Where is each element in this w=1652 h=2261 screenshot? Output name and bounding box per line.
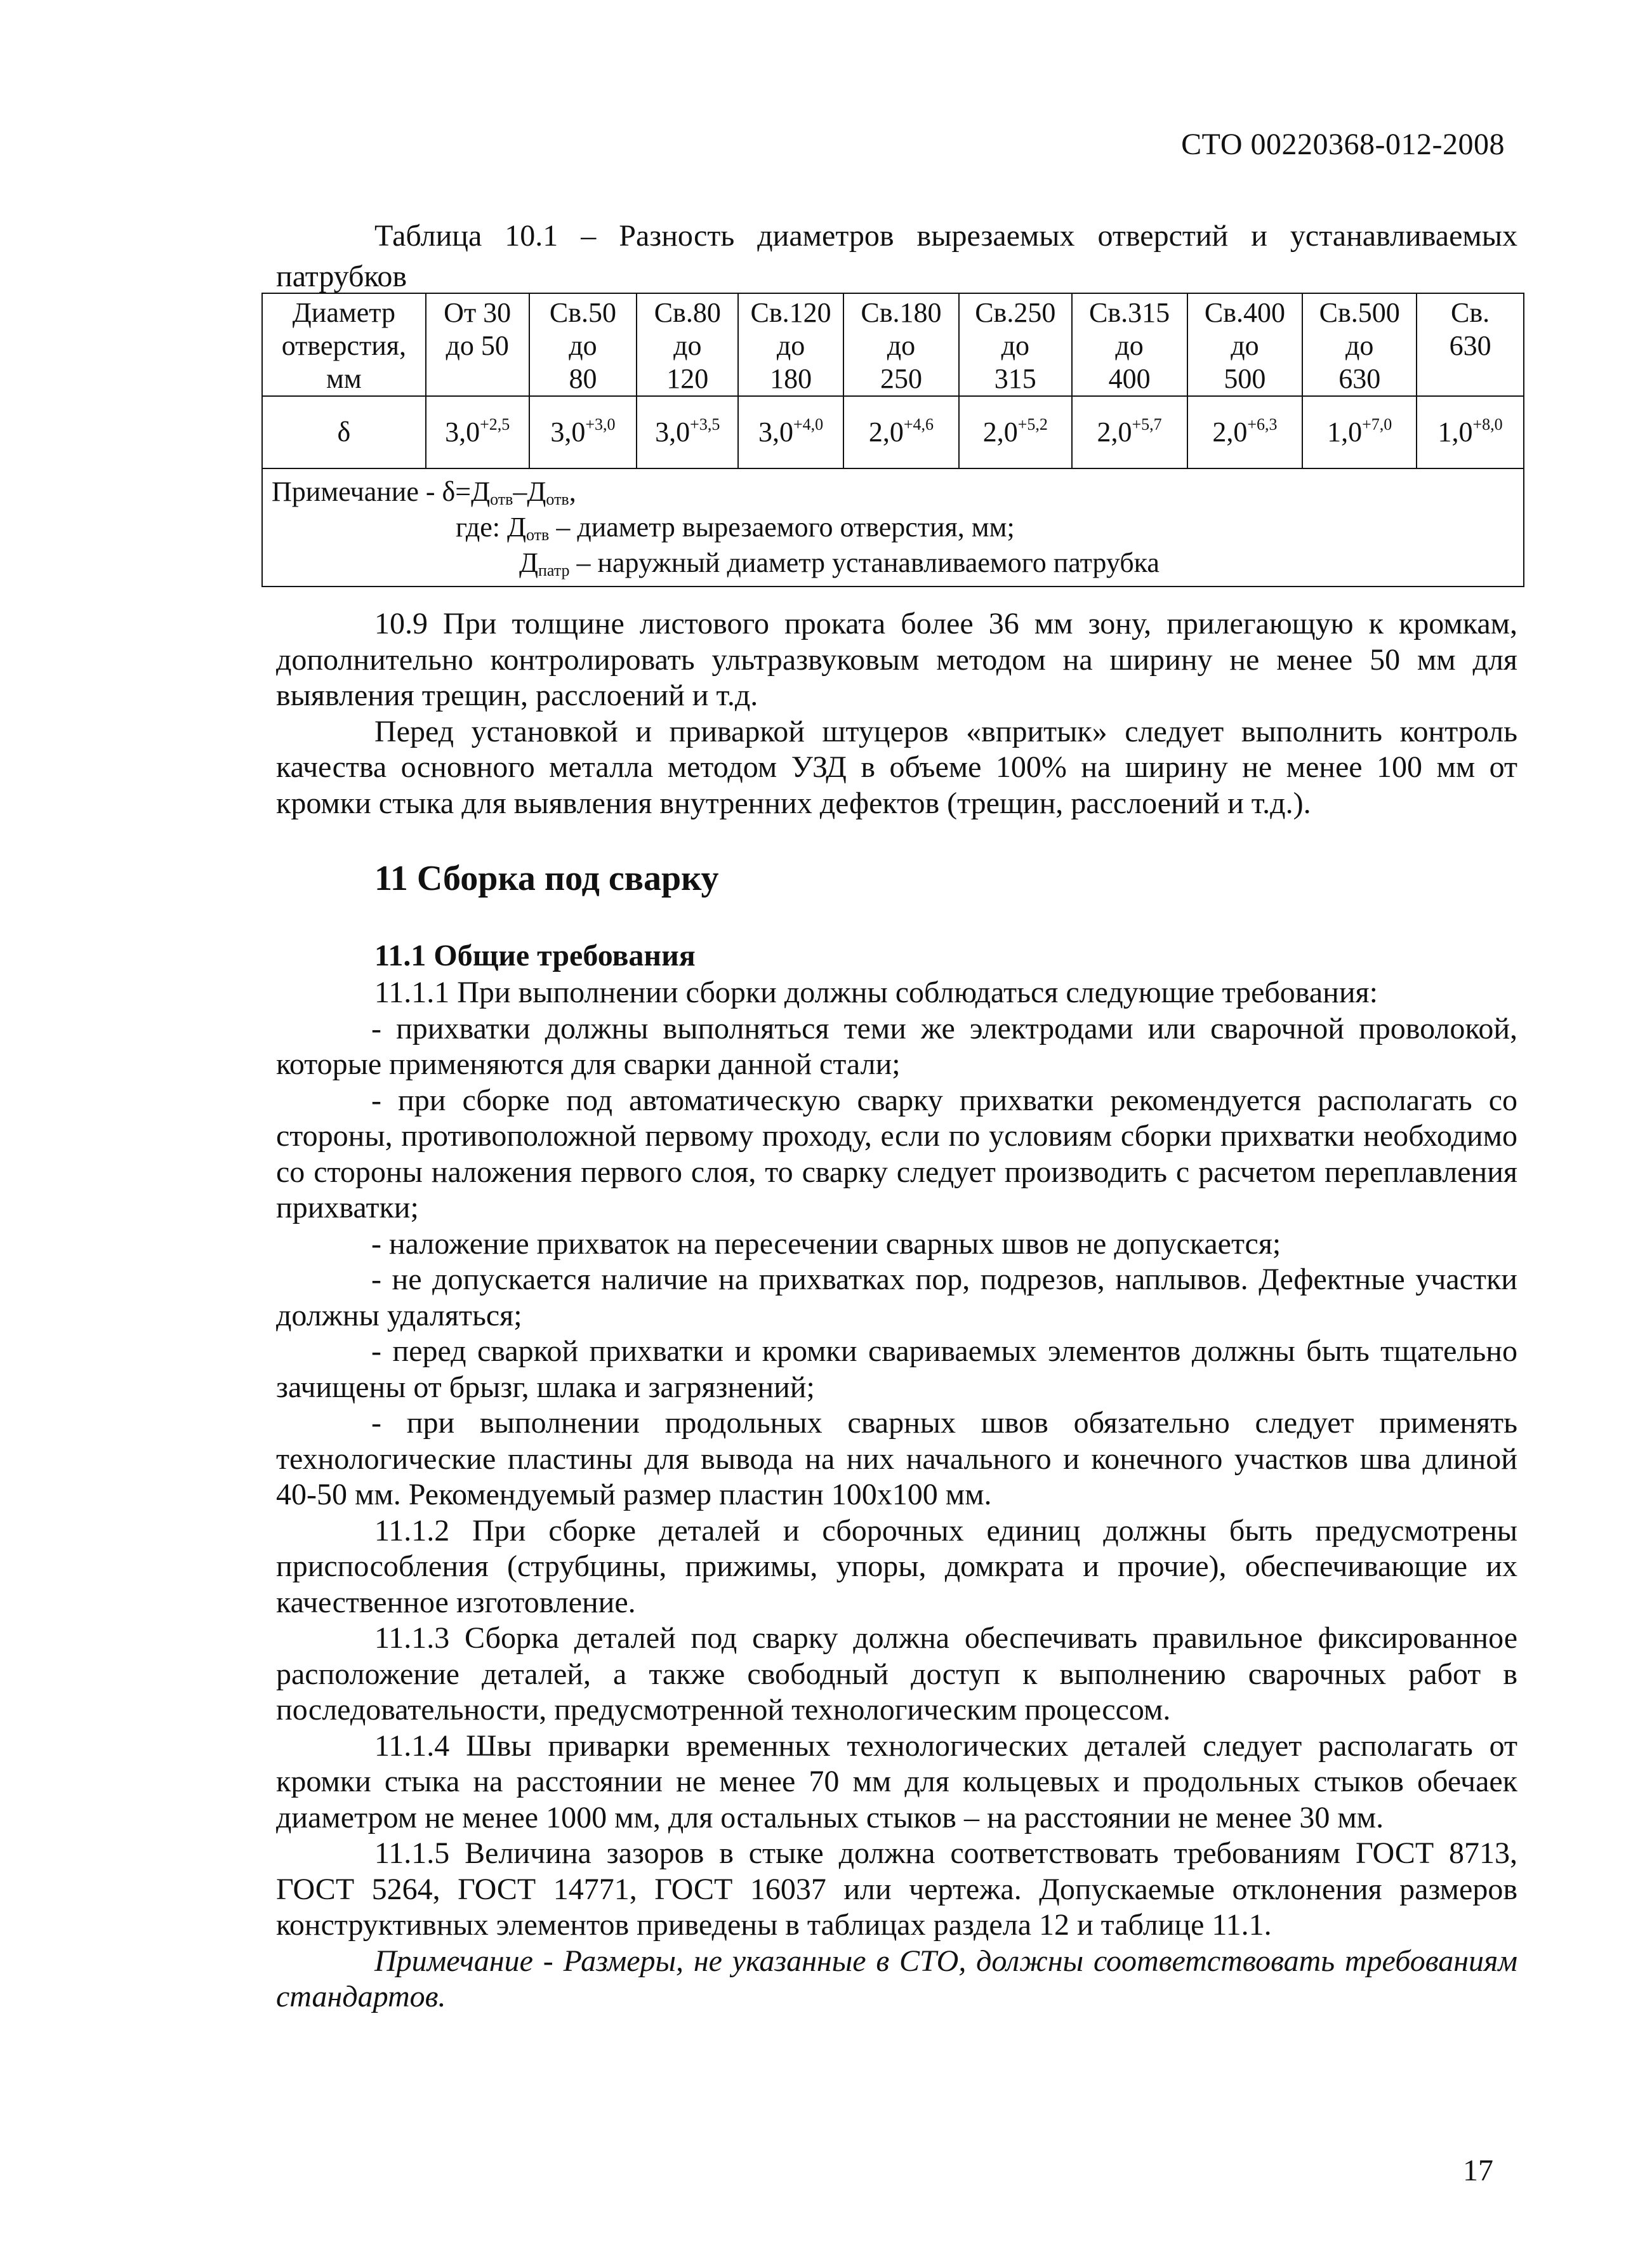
range-header-cell	[1072, 293, 1187, 396]
range-line: Св.	[1451, 297, 1490, 328]
delta-tolerance: +2,5	[480, 415, 510, 434]
table-note-row	[262, 468, 1524, 587]
range-header-cell	[959, 293, 1072, 396]
range-header-cell	[1417, 293, 1524, 396]
table-note-line2	[272, 510, 1514, 545]
subsection-title: 11.1 Общие требования	[374, 939, 696, 972]
delta-value-cell	[426, 396, 529, 468]
note-text: Д	[519, 547, 539, 578]
delta-tolerance: +7,0	[1362, 415, 1392, 434]
delta-base: 1,0	[1437, 416, 1473, 448]
range-line: 180	[770, 363, 812, 394]
range-line: до	[1231, 330, 1259, 361]
delta-value-cell	[637, 396, 738, 468]
note-text: – наружный диаметр устанавливаемого патрубка	[569, 547, 1160, 578]
range-line: 630	[1449, 330, 1491, 361]
range-header-cell	[1187, 293, 1303, 396]
range-line: до	[673, 330, 702, 361]
table-header-row	[262, 293, 1524, 396]
row-header-line: Диаметр	[292, 297, 395, 328]
delta-tolerance: +3,5	[690, 415, 720, 434]
note-text: где: Д	[456, 512, 527, 543]
delta-value-cell	[1187, 396, 1303, 468]
range-header-cell	[637, 293, 738, 396]
note-text: ,	[569, 476, 576, 507]
range-line: 315	[994, 363, 1036, 394]
delta-value-cell	[1072, 396, 1187, 468]
delta-value-cell	[738, 396, 843, 468]
paragraph: 11.1.5 Величина зазоров в стыке должна соответствовать требованиям ГОСТ 8713, ГОСТ 5264, ГОСТ 14771, ГОСТ 16037 или чертежа. Допускаемые отклонения размеров конструктивных элементов приведены в таблицах раздела 12 и таблице 11.1.	[276, 1836, 1517, 1942]
row-header-cell	[262, 293, 426, 396]
delta-value-cell	[529, 396, 637, 468]
range-line: 630	[1338, 363, 1381, 394]
paragraph: 10.9 При толщине листового проката более 36 мм зону, прилегающую к кромкам, дополнительно контролировать ультразвуковым методом на ширину не менее 50 мм для выявления трещин, расслоений и т.д.	[276, 607, 1517, 712]
delta-value-cell	[843, 396, 959, 468]
range-line: 120	[666, 363, 709, 394]
delta-tolerance: +5,2	[1017, 415, 1048, 434]
delta-base: 3,0	[758, 416, 794, 448]
note-subscript: отв	[546, 490, 569, 508]
range-line: до	[1345, 330, 1374, 361]
note-text: – диаметр вырезаемого отверстия, мм;	[549, 512, 1015, 543]
requirement-item: - при сборке под автоматическую сварку прихватки рекомендуется располагать со стороны, противоположной первому проходу, если по условиям сборки прихватки необходимо со стороны наложения первого слоя, то сварку следует производить с расчетом переплавления прихватки;	[276, 1083, 1517, 1224]
range-line: до	[569, 330, 597, 361]
range-line: Св.180	[861, 297, 942, 328]
requirement-item: - наложение прихваток на пересечении сварных швов не допускается;	[371, 1226, 1281, 1261]
delta-base: 3,0	[655, 416, 691, 448]
range-line: Св.50	[549, 297, 617, 328]
table-note-line1	[272, 474, 1514, 510]
requirement-item: - при выполнении продольных сварных швов обязательно следует применять технологические пластины для вывода на них начального и конечного участков шва длиной 40-50 мм. Рекомендуемый размер пластин 100х100 мм.	[276, 1406, 1517, 1511]
delta-base: 2,0	[868, 416, 904, 448]
delta-tolerance: +4,0	[793, 415, 824, 434]
note-text: –Д	[513, 476, 546, 507]
paragraph: Перед установкой и приваркой штуцеров «впритык» следует выполнить контроль качества основного металла методом УЗД в объеме 100% на ширину не менее 100 мм от кромки стыка для выявления внутренних дефектов (трещин, расслоений и т.д.).	[276, 714, 1517, 820]
delta-tolerance: +6,3	[1247, 415, 1278, 434]
delta-label-cell: δ	[262, 396, 426, 468]
range-line: Св.120	[750, 297, 831, 328]
note-subscript: патр	[538, 561, 570, 580]
delta-value-cell	[1302, 396, 1417, 468]
delta-tolerance: +3,0	[585, 415, 616, 434]
delta-value-cell	[1417, 396, 1524, 468]
range-line: до 50	[446, 330, 509, 361]
delta-base: 3,0	[550, 416, 586, 448]
delta-tolerance: +8,0	[1472, 415, 1503, 434]
range-header-cell	[843, 293, 959, 396]
note-subscript: отв	[490, 490, 513, 508]
paragraph: 11.1.3 Сборка деталей под сварку должна обеспечивать правильное фиксированное расположение деталей, а также свободный доступ к выполнению сварочных работ в последовательности, предусмотренной технологическим процессом.	[276, 1621, 1517, 1727]
range-line: 80	[569, 363, 597, 394]
table-caption-line2: патрубков	[276, 260, 407, 293]
delta-base: 2,0	[1097, 416, 1132, 448]
range-line: 250	[880, 363, 922, 394]
delta-base: 1,0	[1327, 416, 1363, 448]
range-line: до	[887, 330, 916, 361]
range-line: Св.250	[975, 297, 1056, 328]
delta-base: 3,0	[445, 416, 480, 448]
requirement-item: - перед сваркой прихватки и кромки свариваемых элементов должны быть тщательно зачищены от брызг, шлака и загрязнений;	[276, 1334, 1517, 1404]
delta-tolerance: +5,7	[1132, 415, 1162, 434]
requirement-item: - не допускается наличие на прихватках пор, подрезов, наплывов. Дефектные участки должны удаляться;	[276, 1263, 1517, 1332]
paragraph: 11.1.2 При сборке деталей и сборочных единиц должны быть предусмотрены приспособления (струбцины, прижимы, упоры, домкрата и прочие), обеспечивающие их качественное изготовление.	[276, 1513, 1517, 1619]
note-text: Примечание - δ=Д	[272, 476, 491, 507]
section-title: 11 Сборка под сварку	[374, 859, 719, 898]
delta-tolerance: +4,6	[903, 415, 934, 434]
diameter-difference-table	[261, 293, 1524, 587]
table-note-cell	[262, 468, 1524, 587]
range-line: до	[1001, 330, 1029, 361]
requirement-item: - прихватки должны выполняться теми же электродами или сварочной проволокой, которые применяются для сварки данной стали;	[276, 1011, 1517, 1081]
range-line: до	[1115, 330, 1144, 361]
page-number: 17	[1463, 2154, 1493, 2187]
delta-base: 2,0	[1212, 416, 1248, 448]
range-line: Св.80	[654, 297, 721, 328]
table-delta-row	[262, 396, 1524, 468]
range-header-cell	[1302, 293, 1417, 396]
range-line: 400	[1108, 363, 1151, 394]
range-line: Св.315	[1089, 297, 1170, 328]
range-header-cell	[426, 293, 529, 396]
row-header-line: отверстия,	[281, 330, 407, 361]
paragraph: 11.1.4 Швы приварки временных технологических деталей следует располагать от кромки стыка на расстоянии не менее 70 мм для кольцевых и продольных стыков обечаек диаметром не менее 1000 мм, для остальных стыков – на расстоянии не менее 30 мм.	[276, 1728, 1517, 1834]
row-header-line: мм	[326, 363, 362, 394]
delta-base: 2,0	[982, 416, 1018, 448]
range-line: до	[776, 330, 805, 361]
clause-11-1-block	[276, 975, 1517, 2015]
range-header-cell	[529, 293, 637, 396]
range-line: Св.500	[1319, 297, 1400, 328]
table-caption	[276, 216, 1517, 297]
delta-value-cell	[959, 396, 1072, 468]
clause-10-9-block	[276, 606, 1517, 821]
table-caption-line1: Таблица 10.1 – Разность диаметров вырезаемых отверстий и устанавливаемых	[374, 219, 1517, 253]
italic-note: Примечание - Размеры, не указанные в СТО, должны соответствовать требованиям стандартов.	[276, 1944, 1517, 2013]
range-line: Св.400	[1204, 297, 1285, 328]
paragraph: 11.1.1 При выполнении сборки должны соблюдаться следующие требования:	[374, 976, 1378, 1009]
range-line: От 30	[444, 297, 512, 328]
table-note-line3	[272, 545, 1514, 581]
note-subscript: отв	[526, 526, 550, 544]
document-code: СТО 00220368-012-2008	[1181, 128, 1505, 161]
range-line: 500	[1224, 363, 1266, 394]
range-header-cell	[738, 293, 843, 396]
